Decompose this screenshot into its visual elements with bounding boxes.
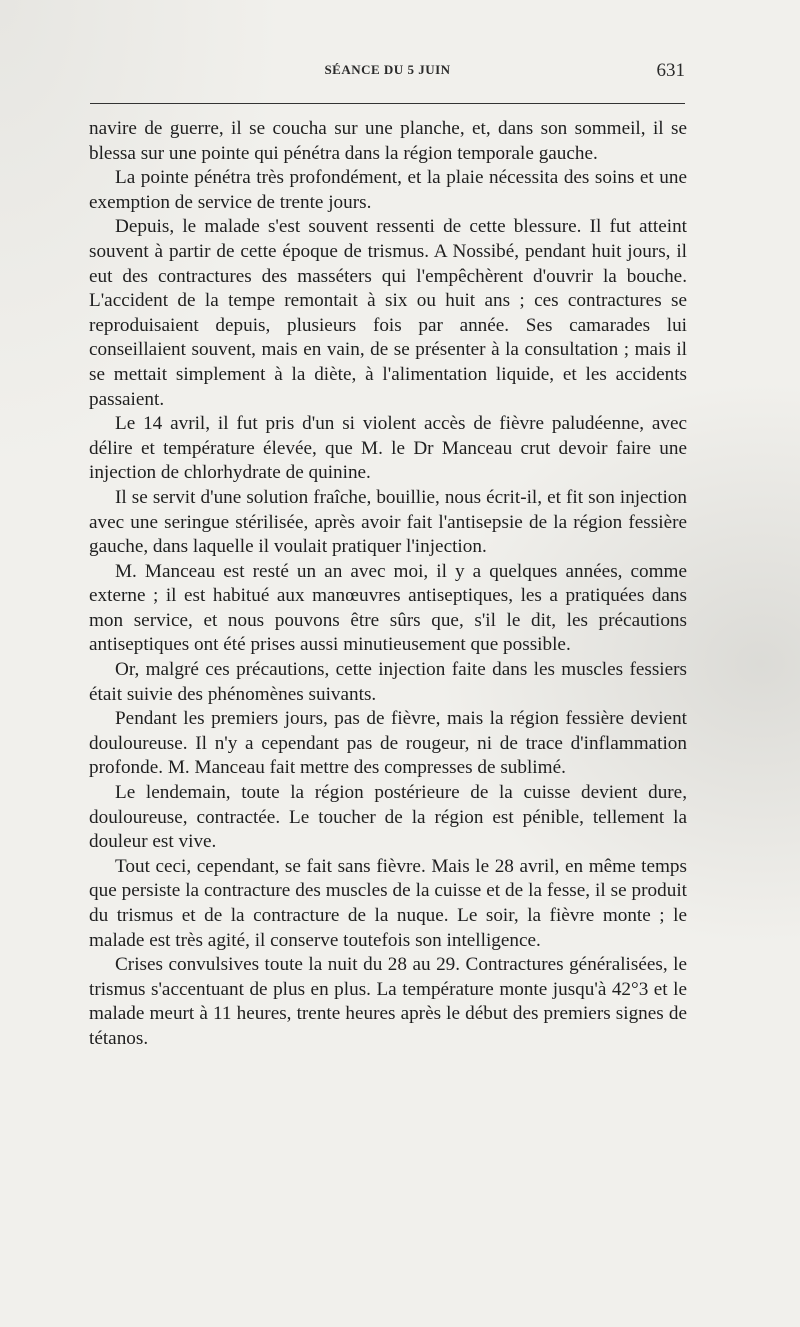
paragraph: Depuis, le malade s'est souvent ressenti de cette blessure. Il fut atteint souvent à partir de cette époque de trismus. A Nossibé, pendant huit jours, il eut des contractures des masséters qui l'empêchèrent d'ouvrir la bouche. L'accident de la tempe remontait à six ou huit ans ; ces contractures se reproduisaient depuis, plusieurs fois par année. Ses camarades lui conseillaient souvent, mais en vain, de se présenter à la consultation ; mais il se mettait simplement à la diète, à l'alimentation liquide, et les accidents passaient. [89, 216, 687, 410]
body-text [89, 117, 687, 1052]
paragraph: Le lendemain, toute la région postérieure de la cuisse devient dure, douloureuse, contractée. Le toucher de la région est pénible, tellement la douleur est vive. [89, 782, 687, 853]
page-number: 631 [656, 60, 685, 81]
paragraph: Il se servit d'une solution fraîche, bouillie, nous écrit-il, et fit son injection avec une seringue stérilisée, après avoir fait l'antisepsie de la région fessière gauche, dans laquelle il voulait pratiquer l'injection. [89, 486, 687, 558]
paragraph: Pendant les premiers jours, pas de fièvre, mais la région fessière devient douloureuse. Il n'y a cependant pas de rougeur, ni de trace d'inflammation profonde. M. Manceau fait mettre des compresses de sublimé. [89, 708, 687, 779]
paragraph: Le 14 avril, il fut pris d'un si violent accès de fièvre paludéenne, avec délire et température élevée, que M. le Dr Manceau crut devoir faire une injection de chlorhydrate de quinine. [89, 413, 687, 484]
page-header [90, 62, 685, 92]
paragraph: Tout ceci, cependant, se fait sans fièvre. Mais le 28 avril, en même temps que persiste la contracture des muscles de la cuisse et de la fesse, il se produit du trismus et de la contracture de la nuque. Le soir, la fièvre monte ; le malade est très agité, il conserve toutefois son intelligence. [89, 855, 687, 951]
header-rule [90, 103, 685, 104]
paragraph: Crises convulsives toute la nuit du 28 au 29. Contractures généralisées, le trismus s'accentuant de plus en plus. La température monte jusqu'à 42°3 et le malade meurt à 11 heures, trente heures après le début des premiers signes de tétanos. [89, 954, 687, 1049]
paragraph: Or, malgré ces précautions, cette injection faite dans les muscles fessiers était suivie des phénomènes suivants. [89, 659, 687, 705]
paragraph: La pointe pénétra très profondément, et la plaie nécessita des soins et une exemption de service de trente jours. [89, 167, 687, 213]
paragraph: M. Manceau est resté un an avec moi, il y a quelques années, comme externe ; il est habitué aux manœuvres antiseptiques, les a pratiquées dans mon service, et nous pouvons être sûrs que, s'il le dit, les précautions antiseptiques ont été prises aussi minutieusement que possible. [89, 560, 687, 656]
running-head: SÉANCE DU 5 JUIN [324, 62, 451, 77]
paragraph: navire de guerre, il se coucha sur une planche, et, dans son sommeil, il se blessa sur une pointe qui pénétra dans la région temporale gauche. [89, 118, 687, 164]
